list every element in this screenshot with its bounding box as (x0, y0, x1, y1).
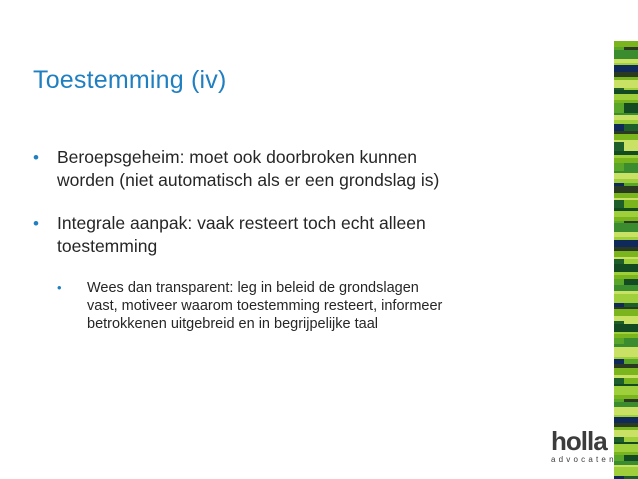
stripe-highlight (624, 103, 638, 113)
stripe-band (614, 334, 638, 338)
stripe-highlight (624, 338, 638, 344)
stripe-band (614, 402, 638, 407)
stripe-highlight (624, 378, 638, 384)
decorative-stripe-bar (614, 41, 638, 479)
stripe-highlight (624, 399, 638, 402)
stripe-graphic (614, 41, 638, 479)
stripe-highlight (624, 359, 638, 364)
stripe-band (614, 186, 638, 193)
stripe-highlight (624, 183, 638, 186)
stripe-band (614, 247, 638, 251)
stripe-band (614, 309, 638, 316)
stripe-band (614, 364, 638, 368)
stripe-band (614, 90, 638, 94)
stripe-band (614, 151, 638, 155)
stripe-band (614, 158, 638, 163)
stripe-band (614, 344, 638, 347)
stripe-band (614, 41, 638, 47)
stripe-band (614, 294, 638, 303)
bullet-item (33, 212, 463, 258)
stripe-band (614, 237, 638, 240)
bullet-marker: • (33, 214, 39, 233)
bullet-text: Integrale aanpak: vaak resteert toch echt alleen toestemming (57, 213, 426, 256)
stripe-band (614, 72, 638, 77)
stripe-band (614, 386, 638, 395)
stripe-band (614, 415, 638, 417)
stripe-highlight (624, 65, 638, 72)
stripe-band (614, 324, 638, 332)
stripe-band (614, 115, 638, 120)
stripe-band (614, 275, 638, 279)
stripe-highlight (624, 240, 638, 247)
stripe-band (614, 77, 638, 80)
stripe-band (614, 198, 638, 200)
stripe-highlight (624, 321, 638, 324)
stripe-band (614, 395, 638, 399)
logo-tagline: advocaten (551, 455, 617, 464)
stripe-band (614, 375, 638, 378)
stripe-band (614, 50, 638, 59)
sub-bullet-marker: • (57, 280, 62, 295)
stripe-highlight (624, 455, 638, 461)
stripe-band (614, 94, 638, 100)
stripe-band (614, 134, 638, 140)
stripe-highlight (624, 437, 638, 442)
stripe-highlight (624, 124, 638, 131)
stripe-band (614, 316, 638, 321)
stripe-band (614, 232, 638, 237)
stripe-band (614, 80, 638, 88)
stripe-highlight (624, 142, 638, 151)
stripe-band (614, 347, 638, 357)
stripe-band (614, 384, 638, 386)
stripe-band (614, 208, 638, 211)
stripe-band (614, 368, 638, 375)
stripe-band (614, 272, 638, 275)
holla-logo (551, 428, 621, 468)
stripe-band (614, 357, 638, 359)
stripe-band (614, 407, 638, 415)
stripe-band (614, 100, 638, 103)
sub-bullet-item (57, 279, 447, 333)
sub-bullet-text: Wees dan transparent: leg in beleid de grondslagen vast, motiveer waarom toestemming resteert, informeer betrokkenen uitgebreid en in begrijpelijke taal (87, 280, 443, 332)
stripe-highlight (624, 279, 638, 285)
stripe-band (614, 223, 638, 232)
stripe-band (614, 332, 638, 334)
stripe-highlight (624, 200, 638, 208)
stripe-band (614, 63, 638, 65)
stripe-band (614, 179, 638, 183)
stripe-band (614, 211, 638, 217)
stripe-band (614, 257, 638, 259)
stripe-band (614, 193, 638, 198)
stripe-band (614, 131, 638, 134)
stripe-band (614, 291, 638, 294)
stripe-highlight (624, 259, 638, 264)
stripe-band (614, 173, 638, 179)
bullet-list (33, 146, 463, 333)
stripe-highlight (624, 47, 638, 50)
stripe-band (614, 171, 638, 173)
stripe-band (614, 285, 638, 291)
stripe-band (614, 423, 638, 427)
stripe-band (614, 140, 638, 142)
stripe-band (614, 113, 638, 115)
stripe-band (614, 217, 638, 221)
stripe-band (614, 264, 638, 272)
stripe-band (614, 59, 638, 63)
stripe-band (614, 155, 638, 158)
stripe-band (614, 467, 638, 476)
bullet-item (33, 146, 463, 192)
stripe-highlight (624, 303, 638, 307)
slide-title: Toestemming (iv) (33, 66, 227, 94)
stripe-highlight (624, 417, 638, 423)
stripe-band (614, 251, 638, 257)
stripe-band (614, 120, 638, 124)
stripe-band (614, 307, 638, 309)
logo-wordmark: holla (551, 426, 607, 456)
stripe-highlight (624, 221, 638, 223)
stripe-highlight (624, 163, 638, 171)
bullet-marker: • (33, 148, 39, 167)
bullet-text: Beroepsgeheim: moet ook doorbroken kunnen worden (niet automatisch als er een grondslag is) (57, 147, 440, 190)
stripe-highlight (624, 88, 638, 90)
